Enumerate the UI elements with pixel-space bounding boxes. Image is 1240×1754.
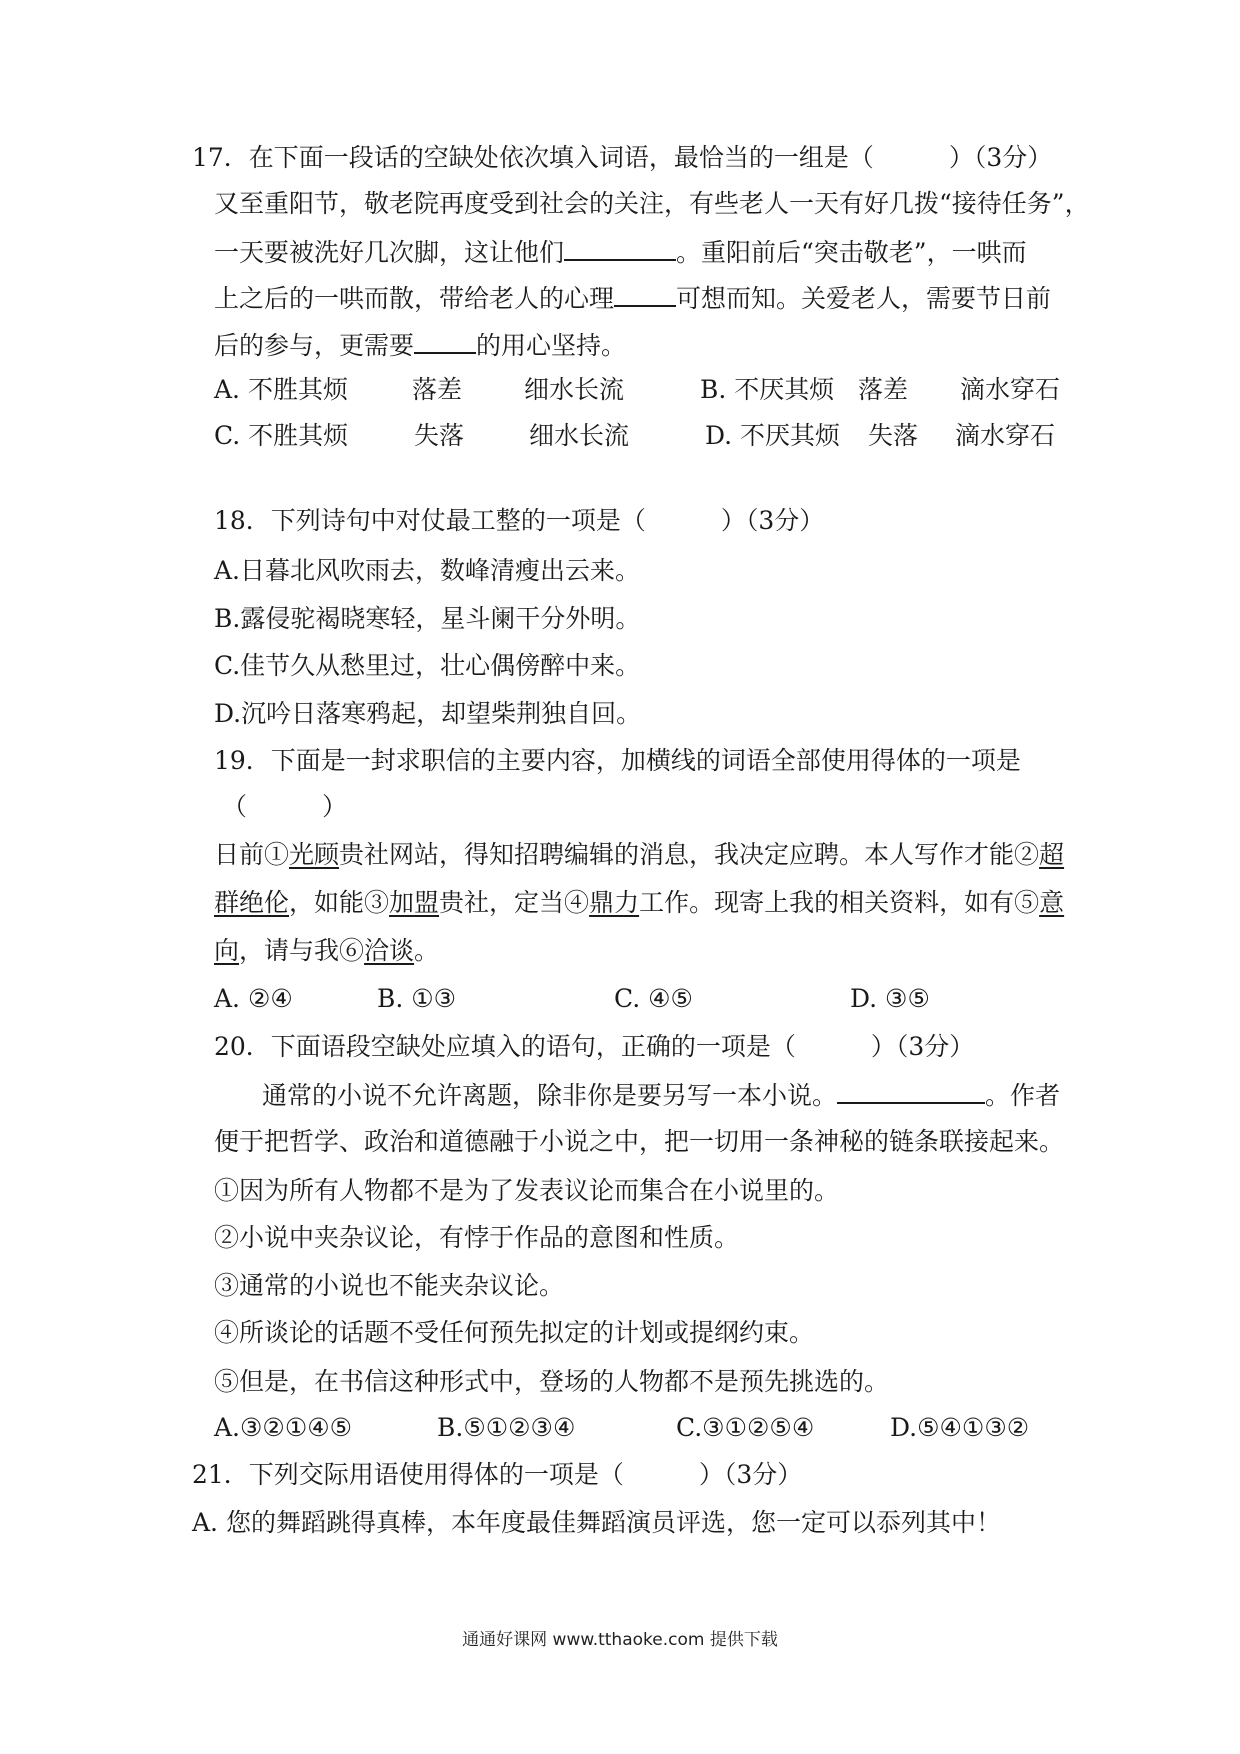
q17-line-3	[214, 283, 1051, 314]
q17-option-a[interactable]	[214, 375, 625, 405]
q19-word-2a: 超	[1039, 840, 1065, 869]
q20-item-5: ⑤但是，在书信这种形式中，登场的人物都不是预先挑选的。	[214, 1367, 890, 1396]
q17-blank-2[interactable]	[614, 283, 676, 307]
q17-option-d[interactable]	[705, 421, 1056, 451]
q19-word-5b: 向	[214, 936, 240, 965]
q20-item-3: ③通常的小说也不能夹杂议论。	[214, 1271, 565, 1300]
q20-item-2: ②小说中夹杂议论，有悖于作品的意图和性质。	[214, 1223, 740, 1252]
q20-option-c[interactable]: C.③①②⑤④	[676, 1413, 815, 1442]
q18-stem: 18．下列诗句中对仗最工整的一项是（ ）（3分）	[214, 506, 825, 535]
q17-option-a-w3: 细水长流	[524, 375, 625, 404]
q19-text-4: 贵社，定当④	[439, 888, 590, 917]
q19-option-d[interactable]: D. ③⑤	[850, 984, 930, 1013]
q17-option-d-w1: D. 不厌其烦	[705, 421, 841, 450]
q18-option-d[interactable]: D.沉吟日落寒鸦起，却望柴荆独自回。	[214, 699, 642, 728]
q19-para-line-1	[214, 840, 1064, 870]
q19-text-6: ，请与我⑥	[239, 936, 365, 965]
q19-text-5: 工作。现寄上我的相关资料，如有⑤	[639, 888, 1040, 917]
q17-option-d-w3: 滴水穿石	[955, 421, 1056, 450]
q19-option-a[interactable]: A. ②④	[214, 984, 293, 1013]
q17-option-b-w3: 滴水穿石	[960, 375, 1061, 404]
q17-option-c[interactable]	[214, 421, 630, 451]
q17-option-c-w2: 失落	[414, 421, 465, 450]
q17-option-d-w2: 失落	[868, 421, 919, 450]
q20-para-tail: 。作者	[985, 1081, 1061, 1110]
q17-option-c-w3: 细水长流	[529, 421, 630, 450]
q20-item-1: ①因为所有人物都不是为了发表议论而集合在小说里的。	[214, 1176, 840, 1205]
q17-line-3-text: 上之后的一哄而散，带给老人的心理	[214, 284, 615, 313]
q17-line-4-tail: 的用心坚持。	[476, 331, 627, 360]
q19-text-2: 贵社网站，得知招聘编辑的消息，我决定应聘。本人写作才能②	[339, 840, 1040, 869]
q20-option-a[interactable]: A.③②①④⑤	[214, 1413, 353, 1442]
q20-option-b[interactable]: B.⑤①②③④	[437, 1413, 576, 1442]
q21-stem: 21．下列交际用语使用得体的一项是（ ）（3分）	[192, 1460, 803, 1489]
q17-option-b[interactable]	[700, 375, 1061, 405]
q17-blank-3[interactable]	[414, 330, 476, 354]
q17-option-a-w1: A. 不胜其烦	[214, 375, 348, 404]
q18-option-b[interactable]: B.露侵驼褐晓寒轻，星斗阑干分外明。	[214, 604, 641, 633]
q19-word-2b: 群绝伦	[214, 888, 290, 917]
q17-option-c-w1: C. 不胜其烦	[214, 421, 349, 450]
q19-answer-paren: （ ）	[222, 792, 348, 821]
q17-line-2-text: 一天要被洗好几次脚，这让他们	[214, 238, 565, 267]
q17-option-b-w1: B. 不厌其烦	[700, 375, 835, 404]
q19-word-4: 鼎力	[589, 888, 640, 917]
q20-blank[interactable]	[837, 1080, 985, 1104]
q20-para-line-1	[262, 1080, 1060, 1111]
q19-word-6: 洽谈	[364, 936, 415, 965]
q17-line-1: 又至重阳节，敬老院再度受到社会的关注，有些老人一天有好几拨“接待任务”，	[214, 189, 1090, 218]
q17-option-a-w2: 落差	[412, 375, 463, 404]
q17-line-4-text: 后的参与，更需要	[214, 331, 415, 360]
q18-option-a[interactable]: A.日暮北风吹雨去，数峰清瘦出云来。	[214, 556, 641, 585]
q20-para-line-2: 便于把哲学、政治和道德融于小说之中，把一切用一条神秘的链条联接起来。	[214, 1127, 1065, 1156]
q17-option-b-w2: 落差	[858, 375, 909, 404]
q17-blank-1[interactable]	[564, 237, 676, 261]
q19-stem: 19．下面是一封求职信的主要内容，加横线的词语全部使用得体的一项是	[214, 746, 1021, 775]
q21-option-a[interactable]: A. 您的舞蹈跳得真棒，本年度最佳舞蹈演员评选，您一定可以忝列其中！	[192, 1508, 1001, 1537]
q20-option-d[interactable]: D.⑤④①③②	[890, 1413, 1030, 1442]
q19-text-1: 日前①	[214, 840, 290, 869]
q19-option-c[interactable]: C. ④⑤	[614, 984, 693, 1013]
q17-stem: 17．在下面一段话的空缺处依次填入词语，最恰当的一组是（ ）（3分）	[192, 143, 1053, 172]
q19-word-3: 加盟	[389, 888, 440, 917]
q17-line-2-tail: 。重阳前后“突击敬老”，一哄而	[676, 238, 1027, 267]
q19-text-7: 。	[414, 936, 440, 965]
q19-option-b[interactable]: B. ①③	[377, 984, 457, 1013]
q19-text-3: ，如能③	[289, 888, 390, 917]
page-footer: 通通好课网 www.tthaoke.com 提供下载	[462, 1630, 778, 1650]
q19-para-line-2	[214, 888, 1064, 918]
q17-line-4	[214, 330, 626, 361]
q17-line-3-tail: 可想而知。关爱老人，需要节日前	[676, 284, 1052, 313]
q19-word-5a: 意	[1039, 888, 1065, 917]
q19-word-1: 光顾	[289, 840, 340, 869]
q20-stem: 20．下面语段空缺处应填入的语句，正确的一项是（ ）（3分）	[214, 1032, 975, 1061]
q20-item-4: ④所谈论的话题不受任何预先拟定的计划或提纲约束。	[214, 1318, 815, 1347]
q20-para-text: 通常的小说不允许离题，除非你是要另写一本小说。	[262, 1081, 838, 1110]
q18-option-c[interactable]: C.佳节久从愁里过，壮心偶傍醉中来。	[214, 651, 641, 680]
q19-para-line-3	[214, 936, 439, 966]
q17-line-2	[214, 237, 1027, 268]
